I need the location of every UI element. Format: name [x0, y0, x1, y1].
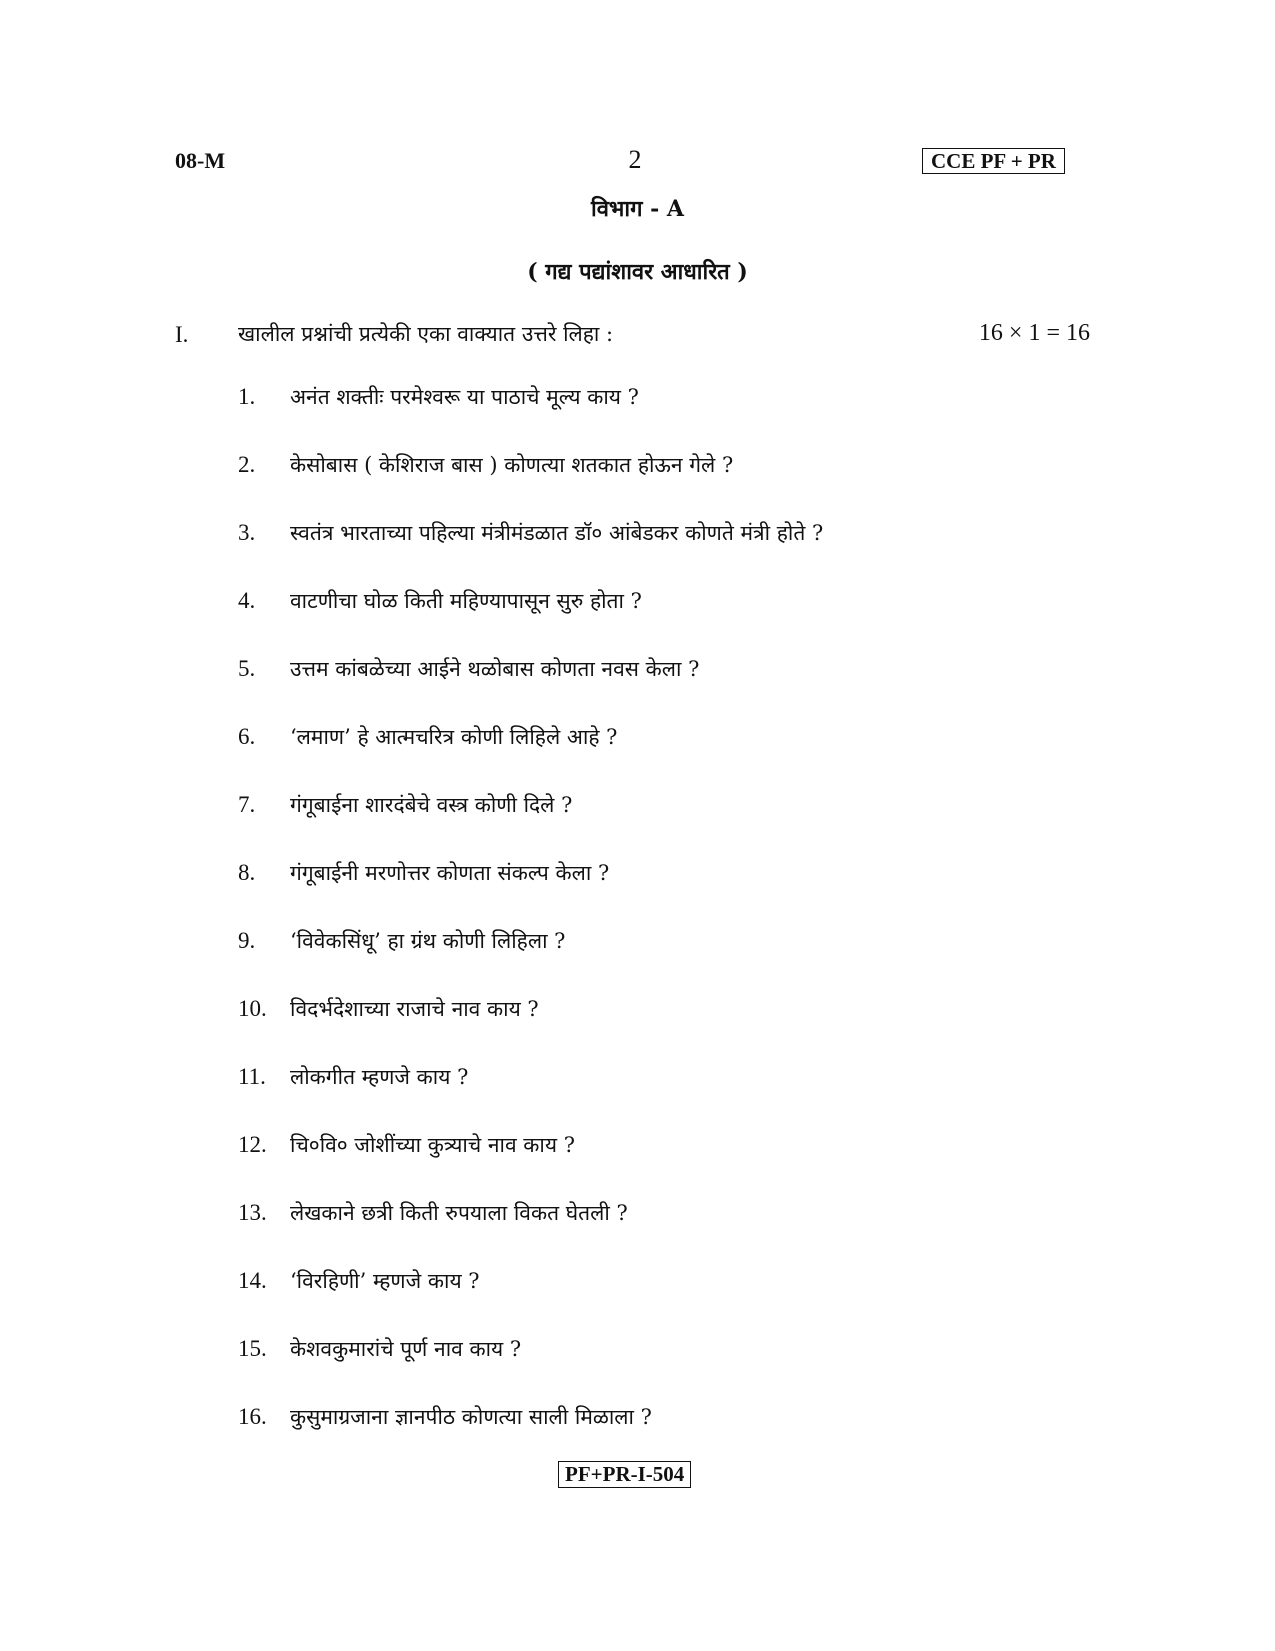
question-text: केशवकुमारांचे पूर्ण नाव काय ? [290, 1337, 522, 1361]
question-instruction: खालील प्रश्नांची प्रत्येकी एका वाक्यात उत्तरे लिहा : [238, 322, 614, 346]
question-item [238, 994, 823, 1062]
question-number: 9. [238, 928, 256, 953]
question-item [238, 382, 823, 450]
question-number: 12. [238, 1132, 267, 1157]
section-subtitle: ( गद्य पद्यांशावर आधारित ) [527, 259, 748, 285]
question-list [238, 382, 823, 1470]
question-item [238, 450, 823, 518]
question-item [238, 586, 823, 654]
question-number: 1. [238, 384, 256, 409]
question-item [238, 790, 823, 858]
question-text: कुसुमाग्रजाना ज्ञानपीठ कोणत्या साली मिळाला ? [290, 1405, 652, 1429]
question-item [238, 926, 823, 994]
question-number: 11. [238, 1064, 266, 1089]
question-number: 7. [238, 792, 256, 817]
question-text: उत्तम कांबळेच्या आईने थळोबास कोणता नवस केला ? [290, 657, 700, 681]
question-number: 4. [238, 588, 256, 613]
question-number: 16. [238, 1404, 267, 1429]
question-text: केसोबास ( केशिराज बास ) कोणत्या शतकात होऊन गेले ? [290, 453, 734, 477]
question-text: विदर्भदेशाच्या राजाचे नाव काय ? [290, 997, 539, 1021]
question-item [238, 1402, 823, 1470]
question-text: ‘विरहिणी’ म्हणजे काय ? [290, 1269, 480, 1293]
question-number: 8. [238, 860, 256, 885]
question-number: 5. [238, 656, 256, 681]
question-item [238, 858, 823, 926]
question-number: 13. [238, 1200, 267, 1225]
question-text: गंगूबाईना शारदंबेचे वस्त्र कोणी दिले ? [290, 793, 573, 817]
question-item [238, 722, 823, 790]
question-number: 14. [238, 1268, 267, 1293]
question-item [238, 1266, 823, 1334]
question-item [238, 1062, 823, 1130]
question-text: लेखकाने छत्री किती रुपयाला विकत घेतली ? [290, 1201, 628, 1225]
question-number: 10. [238, 996, 267, 1021]
question-item [238, 1130, 823, 1198]
question-number: 15. [238, 1336, 267, 1361]
question-text: लोकगीत म्हणजे काय ? [290, 1065, 469, 1089]
question-text: वाटणीचा घोळ किती महिण्यापासून सुरु होता ? [290, 589, 642, 613]
footer-code-box: PF+PR-I-504 [558, 1461, 691, 1488]
question-text: स्वतंत्र भारताच्या पहिल्या मंत्रीमंडळात डॉ० आंबेडकर कोणते मंत्री होते ? [290, 521, 824, 545]
question-marks: 16 × 1 = 16 [978, 320, 1090, 346]
question-item [238, 654, 823, 722]
question-text: अनंत शक्तीः परमेश्वरू या पाठाचे मूल्य काय ? [290, 385, 639, 409]
question-text: ‘विवेकसिंधू’ हा ग्रंथ कोणी लिहिला ? [290, 929, 566, 953]
question-text: गंगूबाईनी मरणोत्तर कोणता संकल्प केला ? [290, 861, 610, 885]
paper-code: 08-M [175, 148, 226, 173]
question-number: 3. [238, 520, 256, 545]
question-item [238, 1198, 823, 1266]
section-title: विभाग - A [591, 196, 684, 222]
series-box: CCE PF + PR [922, 148, 1065, 174]
question-number: 2. [238, 452, 256, 477]
question-number: 6. [238, 724, 256, 749]
question-item [238, 518, 823, 586]
page-number: 2 [628, 145, 642, 174]
question-item [238, 1334, 823, 1402]
question-text: चि०वि० जोशींच्या कुत्र्याचे नाव काय ? [290, 1133, 575, 1157]
question-text: ‘लमाण’ हे आत्मचरित्र कोणी लिहिले आहे ? [290, 725, 618, 749]
question-roman-number: I. [175, 322, 189, 347]
